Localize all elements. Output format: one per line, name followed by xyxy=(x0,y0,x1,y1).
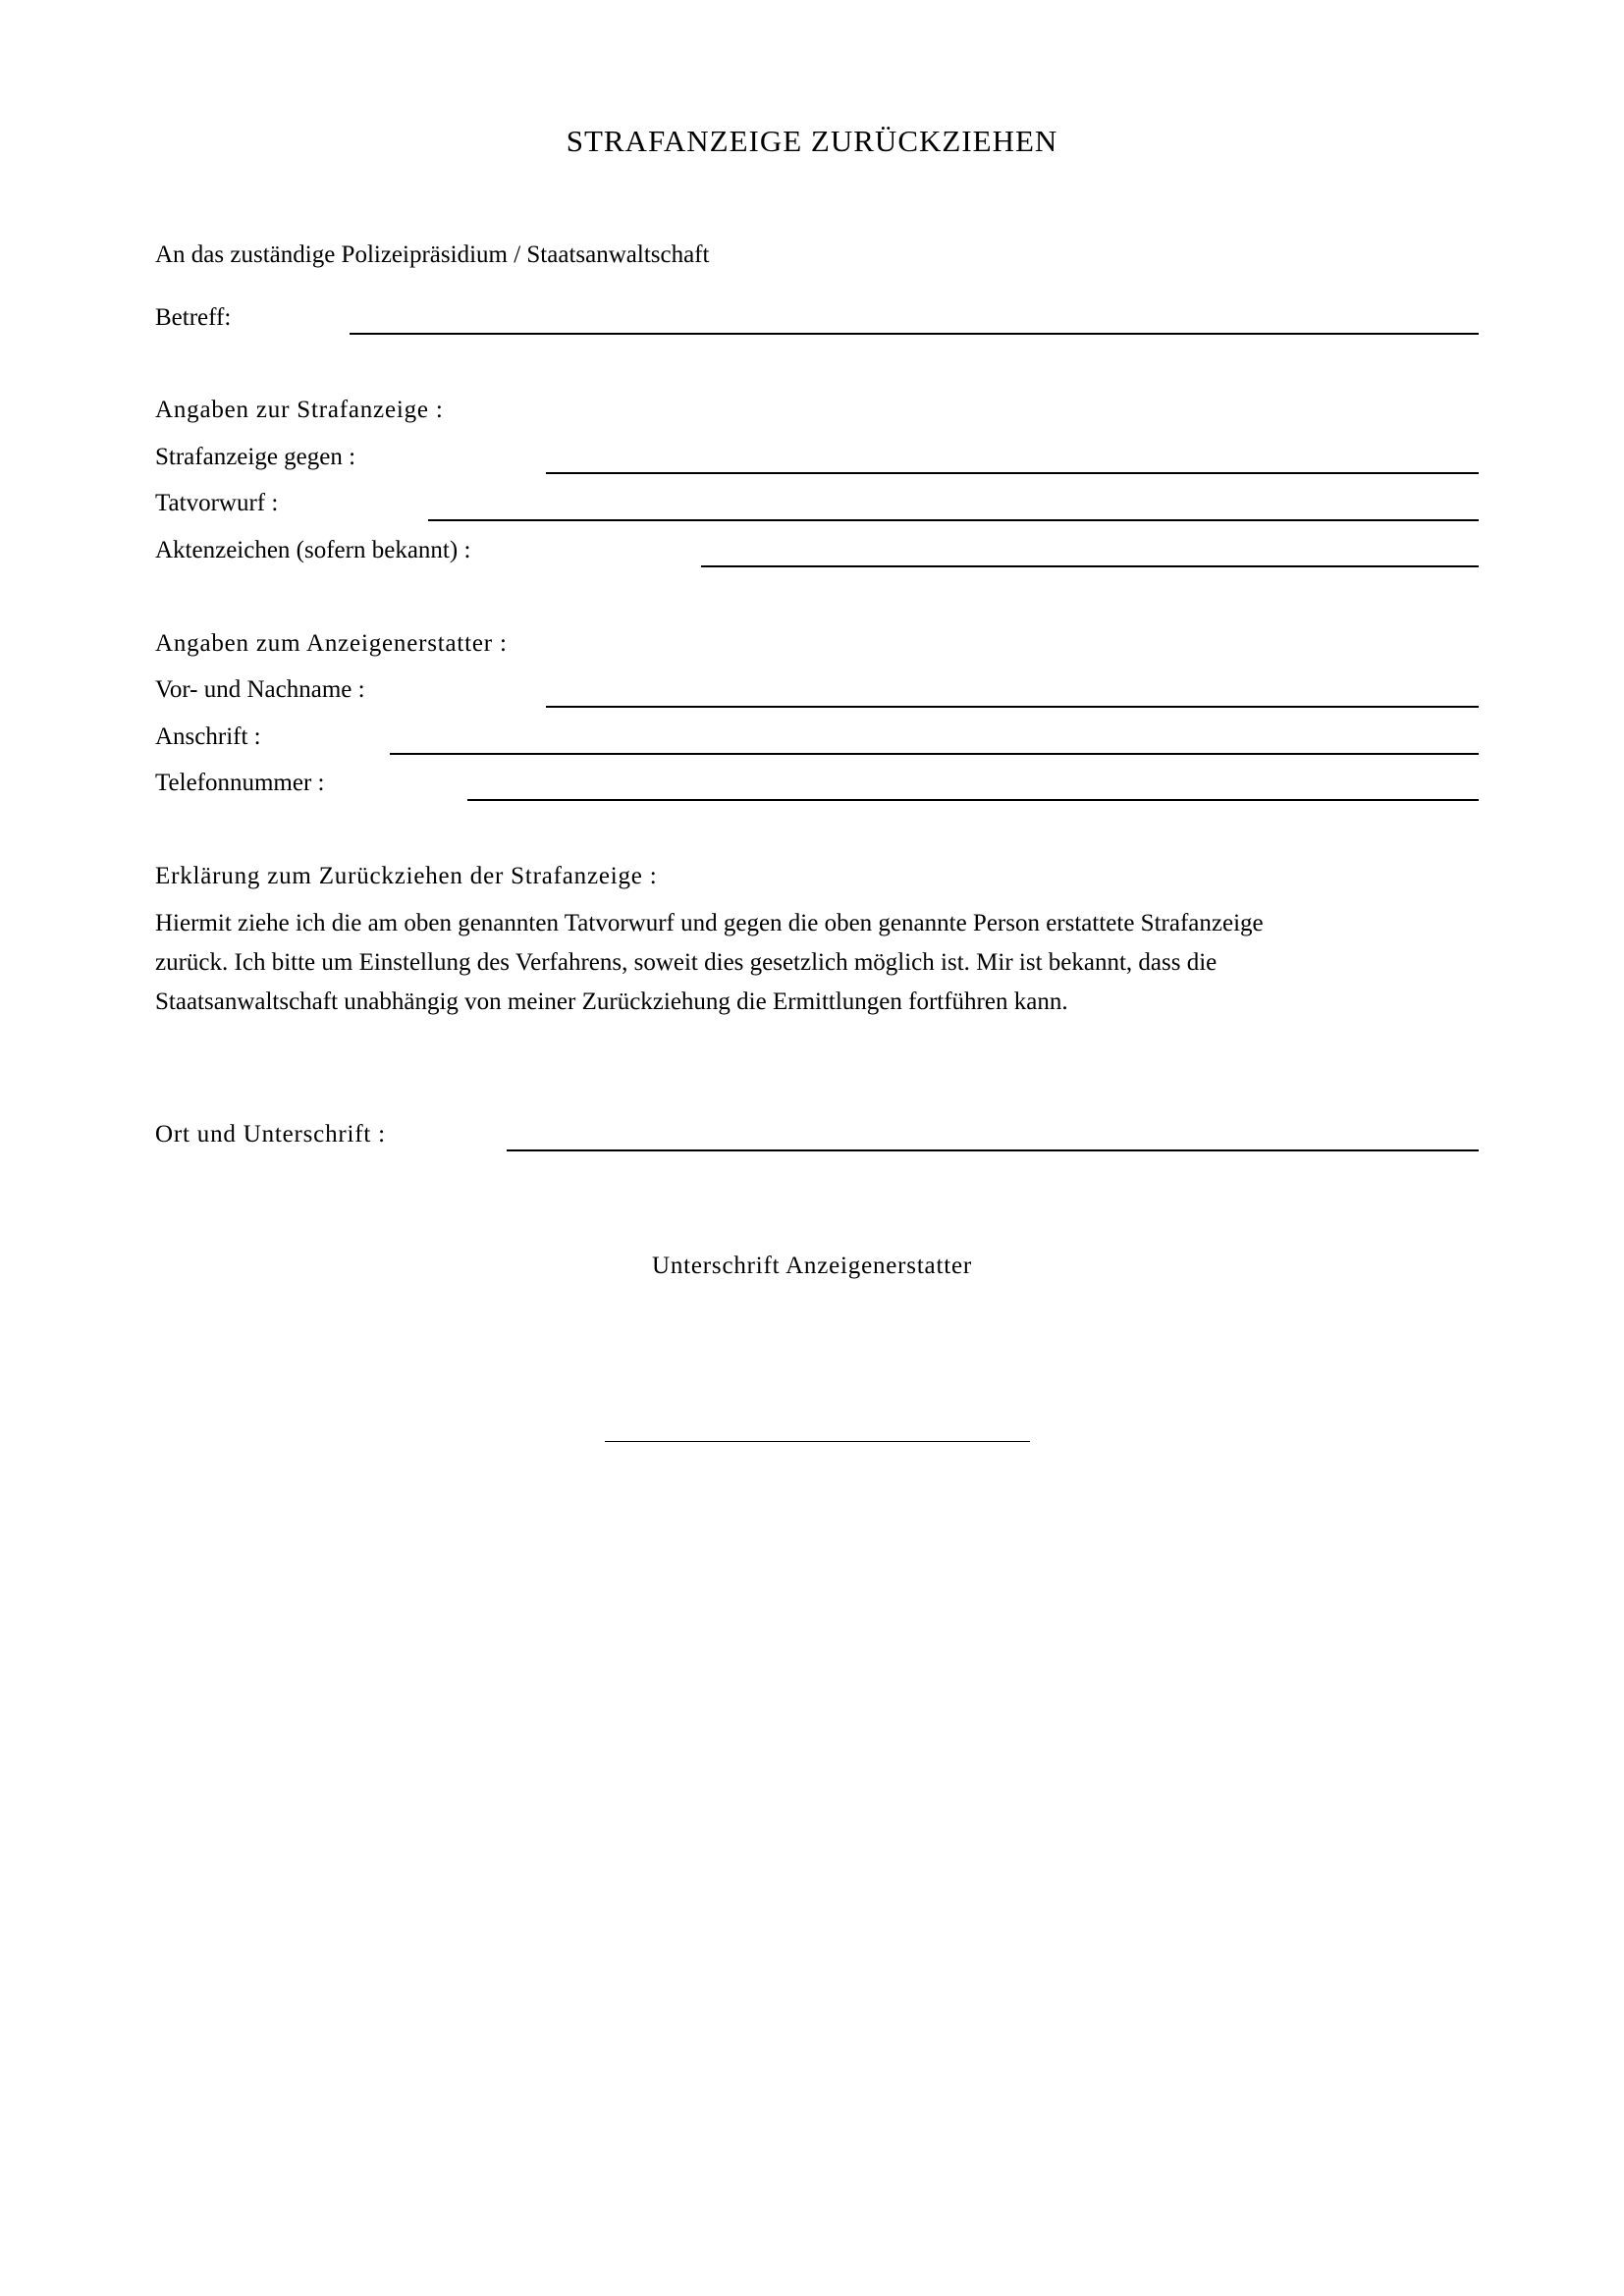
complainant-section-heading: Angaben zum Anzeigenerstatter : xyxy=(155,630,508,657)
complaint-section-heading: Angaben zur Strafanzeige : xyxy=(155,397,444,423)
address-field-line[interactable] xyxy=(390,753,1479,755)
recipient-text: An das zuständige Polizeipräsidium / Staatsanwaltschaft xyxy=(155,241,710,268)
declaration-line: Hiermit ziehe ich die am oben genannten Tatvorwurf und gegen die oben genannte Person erstattete Strafanzeige xyxy=(155,910,1264,936)
declaration-line: Staatsanwaltschaft unabhängig von meiner Zurückziehung die Ermittlungen fortführen kann. xyxy=(155,988,1068,1015)
declaration-heading: Erklärung zum Zurückziehen der Strafanzeige : xyxy=(155,863,658,889)
place-signature-label: Ort und Unterschrift : xyxy=(155,1121,386,1148)
phone-field-line[interactable] xyxy=(467,799,1479,801)
declaration-paragraph xyxy=(155,904,1490,1022)
offense-field-line[interactable] xyxy=(428,519,1479,521)
offense-label: Tatvorwurf : xyxy=(155,490,279,516)
subject-field-line[interactable] xyxy=(350,333,1479,335)
accused-field-line[interactable] xyxy=(546,472,1479,474)
name-field-line[interactable] xyxy=(546,706,1479,708)
accused-label: Strafanzeige gegen : xyxy=(155,444,356,470)
phone-label: Telefonnummer : xyxy=(155,770,325,796)
signature-caption: Unterschrift Anzeigenerstatter xyxy=(652,1253,972,1279)
document-title: STRAFANZEIGE ZURÜCKZIEHEN xyxy=(566,124,1058,158)
file-number-label: Aktenzeichen (sofern bekannt) : xyxy=(155,537,471,563)
address-label: Anschrift : xyxy=(155,723,261,750)
subject-label: Betreff: xyxy=(155,304,232,331)
name-label: Vor- und Nachname : xyxy=(155,676,365,703)
file-number-field-line[interactable] xyxy=(701,565,1479,567)
declaration-line: zurück. Ich bitte um Einstellung des Verfahrens, soweit dies gesetzlich möglich ist. Mir ist bekannt, dass die xyxy=(155,949,1218,976)
place-signature-field-line[interactable] xyxy=(507,1149,1479,1151)
signature-line[interactable] xyxy=(605,1441,1030,1442)
